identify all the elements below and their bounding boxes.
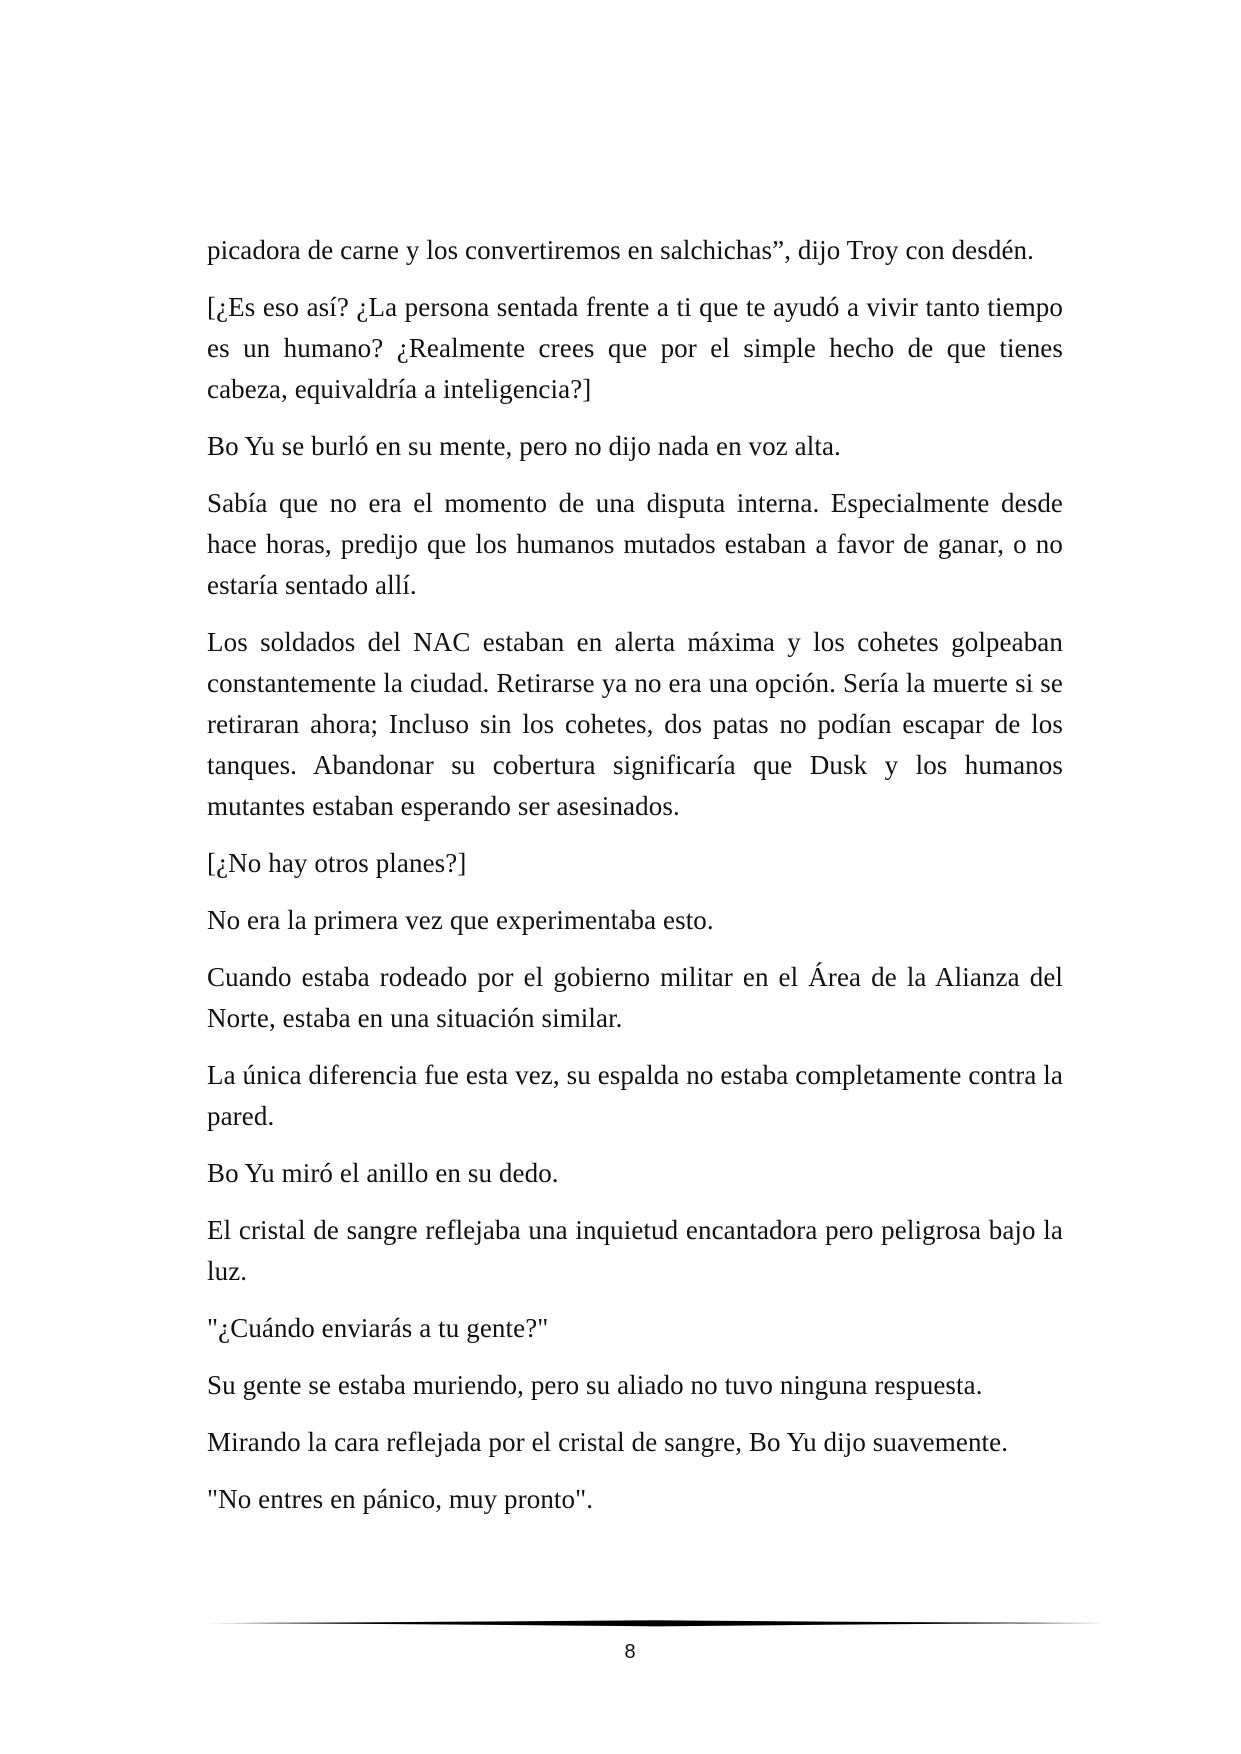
paragraph: La única diferencia fue esta vez, su espalda no estaba completamente contra la pared. <box>207 1060 1063 1131</box>
footer-divider <box>207 1616 1105 1630</box>
paragraph: "¿Cuándo enviarás a tu gente?" <box>207 1313 549 1343</box>
paragraph: Cuando estaba rodeado por el gobierno militar en el Área de la Alianza del Norte, estaba en una situación similar. <box>207 962 1063 1033</box>
paragraph: Mirando la cara reflejada por el cristal de sangre, Bo Yu dijo suavemente. <box>207 1427 1009 1457</box>
paragraph: Bo Yu se burló en su mente, pero no dijo nada en voz alta. <box>207 431 841 461</box>
paragraph: El cristal de sangre reflejaba una inquietud encantadora pero peligrosa bajo la luz. <box>207 1215 1063 1286</box>
paragraph: Sabía que no era el momento de una disputa interna. Especialmente desde hace horas, predijo que los humanos mutados estaban a favor de ganar, o no estaría sentado allí. <box>207 488 1063 600</box>
paragraph: Los soldados del NAC estaban en alerta máxima y los cohetes golpeaban constantemente la ciudad. Retirarse ya no era una opción. Sería la muerte si se retiraran ahora; Incluso sin los cohetes, dos patas no podían escapar de los tanques. Abandonar su cobertura significaría que Dusk y los humanos mutantes estaban esperando ser asesinados. <box>207 627 1063 821</box>
paragraph: [¿No hay otros planes?] <box>207 848 467 878</box>
paragraph: picadora de carne y los convertiremos en salchichas”, dijo Troy con desdén. <box>207 235 1035 265</box>
footer-divider-stroke <box>207 1620 1105 1626</box>
body-text <box>207 230 1063 1536</box>
paragraph: "No entres en pánico, muy pronto". <box>207 1484 594 1514</box>
paragraph: No era la primera vez que experimentaba esto. <box>207 905 714 935</box>
paragraph: Su gente se estaba muriendo, pero su aliado no tuvo ninguna respuesta. <box>207 1370 983 1400</box>
page-number: 8 <box>624 1641 636 1663</box>
paragraph: [¿Es eso así? ¿La persona sentada frente a ti que te ayudó a vivir tanto tiempo es un humano? ¿Realmente crees que por el simple hecho de que tienes cabeza, equivaldría a inteligencia?] <box>207 292 1063 404</box>
paragraph: Bo Yu miró el anillo en su dedo. <box>207 1158 559 1188</box>
